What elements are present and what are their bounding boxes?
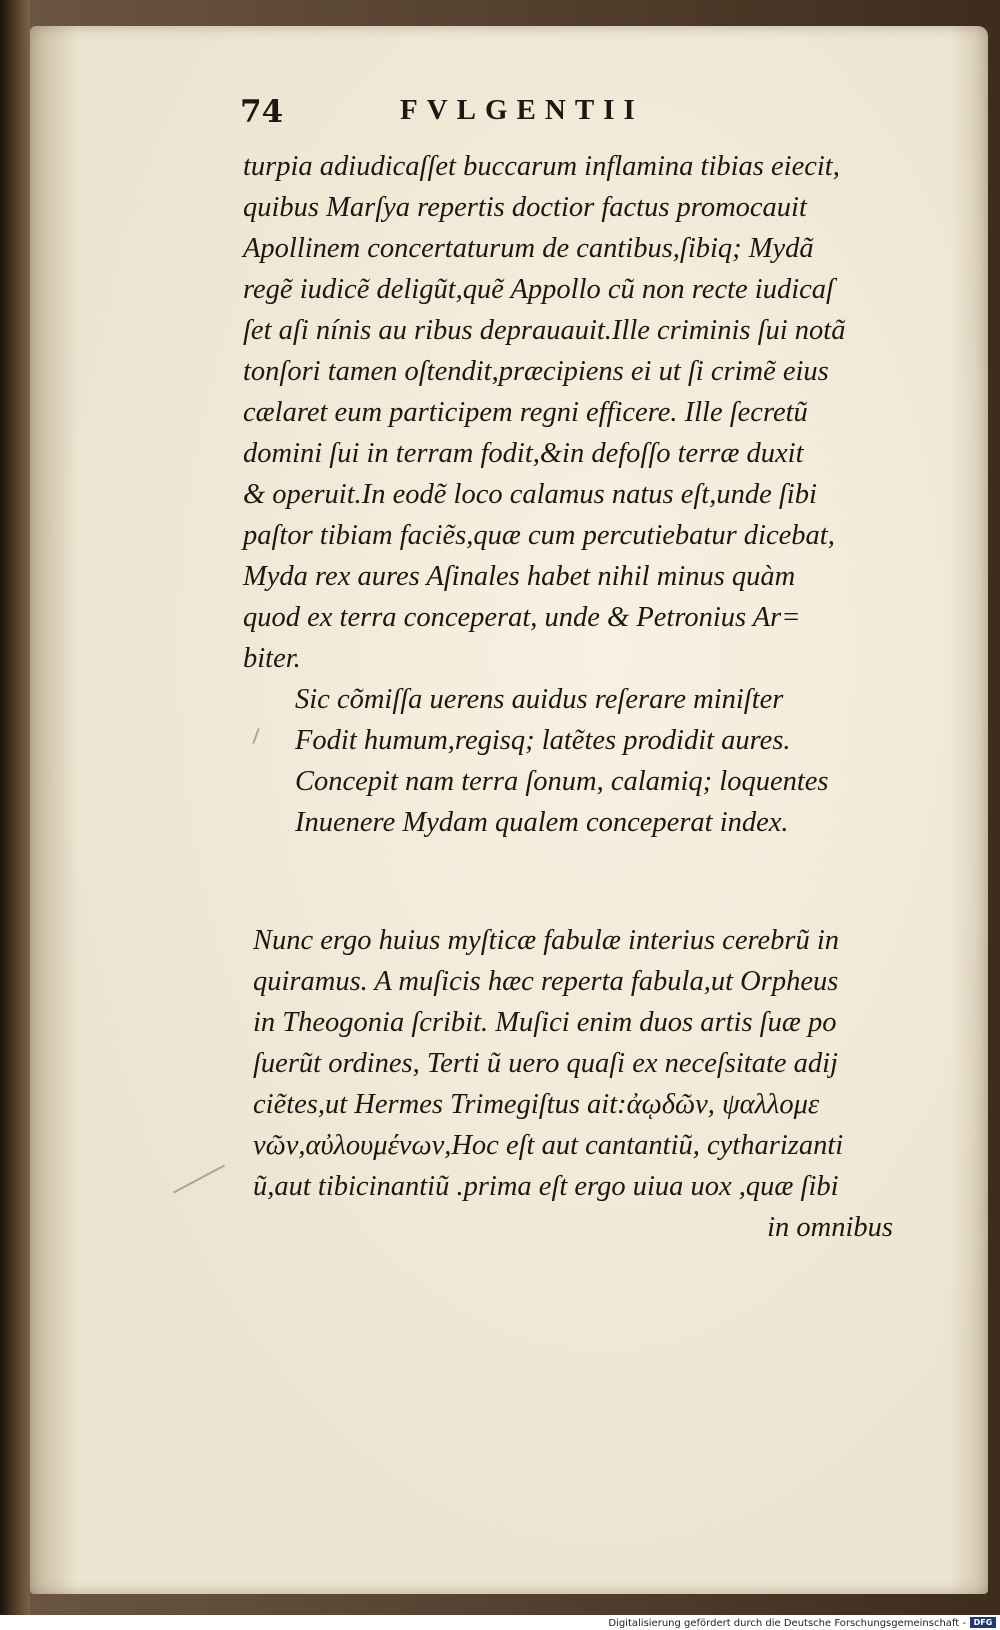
- running-head: FVLGENTII: [400, 94, 644, 126]
- text-line: quibus Marſya repertis doctior factus promocauit: [243, 192, 807, 223]
- text-line: cælaret eum participem regni efficere. Ille ſecretũ: [243, 397, 808, 428]
- page-header: [240, 94, 760, 134]
- book-binding-edge: [0, 0, 30, 1615]
- verse-line: Inuenere Mydam qualem conceperat index.: [295, 807, 789, 838]
- text-line: tonſori tamen oſtendit,præcipiens ei ut ſi crimẽ eius: [243, 356, 829, 387]
- verse-line: Concepit nam terra ſonum, calamiq; loquentes: [295, 766, 829, 797]
- text-line: ſet aſi nínis au ribus deprauauit.Ille criminis ſui notã: [243, 315, 846, 346]
- text-line: quod ex terra conceperat, unde & Petronius Ar=: [243, 602, 801, 633]
- text-line: Apollinem concertaturum de cantibus,ſibiq; Mydã: [243, 233, 814, 264]
- footer-bar: [0, 1615, 1000, 1630]
- text-line: Myda rex aures Aſinales habet nihil minus quàm: [243, 561, 796, 592]
- text-line: turpia adiudicaſſet buccarum inflamina tibias eiecit,: [243, 151, 840, 182]
- text-line: Nunc ergo huius myſticæ fabulæ interius cerebrũ in: [253, 925, 840, 956]
- text-line: biter.: [243, 643, 301, 674]
- folio-number: 74: [240, 94, 284, 130]
- text-line: ſuerũt ordines, Terti ũ uero quaſi ex neceſsitate adij: [253, 1048, 838, 1079]
- paragraph-1: [243, 146, 963, 679]
- paragraph-2: [243, 920, 963, 1207]
- text-line: in Theogonia ſcribit. Muſici enim duos artis ſuæ po: [253, 1007, 837, 1038]
- text-line: paſtor tibiam faciẽs,quæ cum percutiebatur dicebat,: [243, 520, 835, 551]
- dfg-logo: DFG: [970, 1617, 996, 1628]
- catchword: in omnibus: [767, 1212, 893, 1243]
- text-block: [243, 146, 963, 1248]
- paragraph-gap: [243, 843, 963, 920]
- text-line: ũ,aut tibicinantiũ .prima eſt ergo uiua uox ,quæ ſibi: [253, 1171, 839, 1202]
- text-line: regẽ iudicẽ deligũt,quẽ Appollo cũ non recte iudicaſ: [243, 274, 834, 305]
- text-line: domini ſui in terram fodit,&in defoſſo terræ duxit: [243, 438, 804, 469]
- text-line: & operuit.In eodẽ loco calamus natus eſt,unde ſibi: [243, 479, 817, 510]
- text-line: ciẽtes,ut Hermes Trimegiſtus ait:ἀῳδῶν, ψαλλομε: [253, 1089, 820, 1120]
- text-line: νῶν,αὐλουμένων,Hoc eſt aut cantantiũ, cytharizanti: [253, 1130, 844, 1161]
- text-line: quiramus. A muſicis hæc reperta fabula,ut Orpheus: [253, 966, 839, 997]
- verse-quotation: [295, 679, 963, 843]
- verse-line: Fodit humum,regisq; latẽtes prodidit aures.: [295, 725, 791, 756]
- footer-credit: Digitalisierung gefördert durch die Deutsche Forschungsgemeinschaft -: [608, 1618, 966, 1629]
- verse-line: Sic cõmiſſa uerens auidus reſerare miniſter: [295, 684, 784, 715]
